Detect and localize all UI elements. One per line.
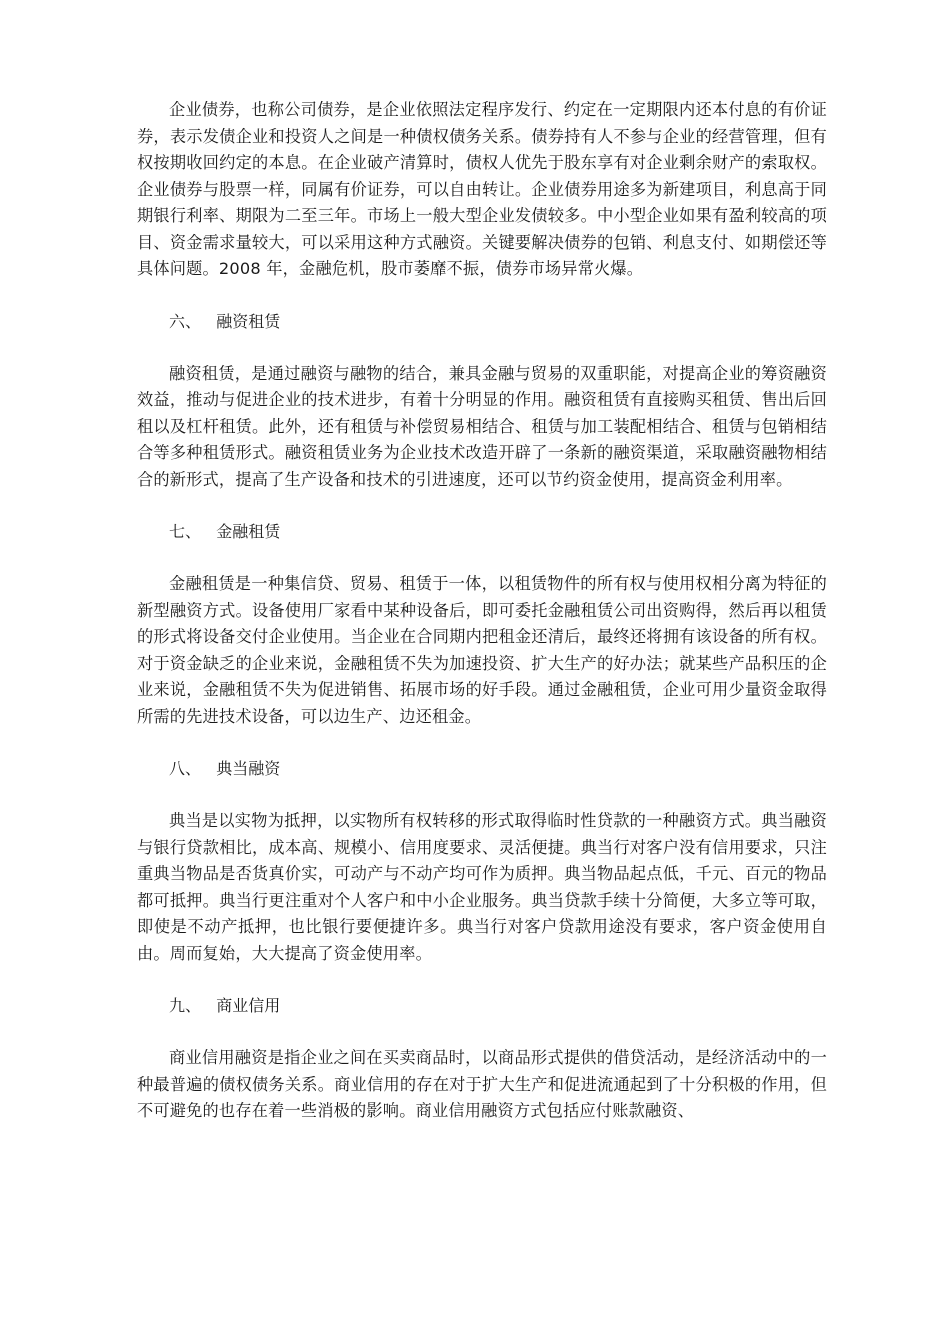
heading-title: 商业信用	[216, 996, 281, 1015]
paragraph-pawn-financing: 典当是以实物为抵押，以实物所有权转移的形式取得临时性贷款的一种融资方式。典当融资与银行贷款相比，成本高、规模小、信用度要求、灵活便捷。典当行对客户没有信用要求，只注重典当物品是否货真价实，可动产与不动产均可作为质押。典当物品起点低，千元、百元的物品都可抵押。典当行更注重对个人客户和中小企业服务。典当贷款手续十分简便，大多立等可取，即使是不动产抵押，也比银行要便捷许多。典当行对客户贷款用途没有要求，客户资金使用自由。周而复始，大大提高了资金使用率。	[137, 811, 827, 963]
document-page	[137, 97, 827, 1125]
section-heading-commercial-credit	[137, 993, 827, 1019]
heading-title: 典当融资	[216, 759, 281, 778]
paragraph-corporate-bonds: 企业债券，也称公司债券，是企业依照法定程序发行、约定在一定期限内还本付息的有价证券，表示发债企业和投资人之间是一种债权债务关系。债券持有人不参与企业的经营管理，但有权按期收回约定的本息。在企业破产清算时，债权人优先于股东享有对企业剩余财产的索取权。企业债券与股票一样，同属有价证券，可以自由转让。企业债券用途多为新建项目，利息高于同期银行利率、期限为二至三年。市场上一般大型企业发债较多。中小型企业如果有盈利较高的项目、资金需求量较大，可以采用这种方式融资。关键要解决债券的包销、利息支付、如期偿还等具体问题。2008 年，金融危机，股市萎靡不振，债券市场异常火爆。	[137, 100, 827, 278]
heading-title: 融资租赁	[216, 311, 281, 331]
heading-number: 九、	[169, 996, 202, 1015]
heading-number: 六、	[169, 311, 202, 331]
section-heading-financial-leasing	[137, 309, 827, 335]
heading-number: 七、	[169, 522, 202, 541]
section-heading-finance-lease	[137, 519, 827, 545]
section-heading-pawn-financing	[137, 756, 827, 782]
heading-number: 八、	[169, 759, 202, 778]
paragraph-financial-leasing: 融资租赁，是通过融资与融物的结合，兼具金融与贸易的双重职能，对提高企业的筹资融资效益，推动与促进企业的技术进步，有着十分明显的作用。融资租赁有直接购买租赁、售出后回租以及杠杆租赁。此外，还有租赁与补偿贸易相结合、租赁与加工装配相结合、租赁与包销相结合等多种租赁形式。融资租赁业务为企业技术改造开辟了一条新的融资渠道，采取融资融物相结合的新形式，提高了生产设备和技术的引进速度，还可以节约资金使用，提高资金利用率。	[137, 363, 827, 489]
paragraph-finance-lease: 金融租赁是一种集信贷、贸易、租赁于一体，以租赁物件的所有权与使用权相分离为特征的新型融资方式。设备使用厂家看中某种设备后，即可委托金融租赁公司出资购得，然后再以租赁的形式将设备交付企业使用。当企业在合同期内把租金还清后，最终还将拥有该设备的所有权。对于资金缺乏的企业来说，金融租赁不失为加速投资、扩大生产的好办法；就某些产品积压的企业来说，金融租赁不失为促进销售、拓展市场的好手段。通过金融租赁，企业可用少量资金取得所需的先进技术设备，可以边生产、边还租金。	[137, 574, 827, 726]
paragraph-commercial-credit: 商业信用融资是指企业之间在买卖商品时，以商品形式提供的借贷活动，是经济活动中的一种最普遍的债权债务关系。商业信用的存在对于扩大生产和促进流通起到了十分积极的作用，但不可避免的也存在着一些消极的影响。商业信用融资方式包括应付账款融资、	[137, 1048, 827, 1120]
heading-title: 金融租赁	[216, 522, 281, 541]
